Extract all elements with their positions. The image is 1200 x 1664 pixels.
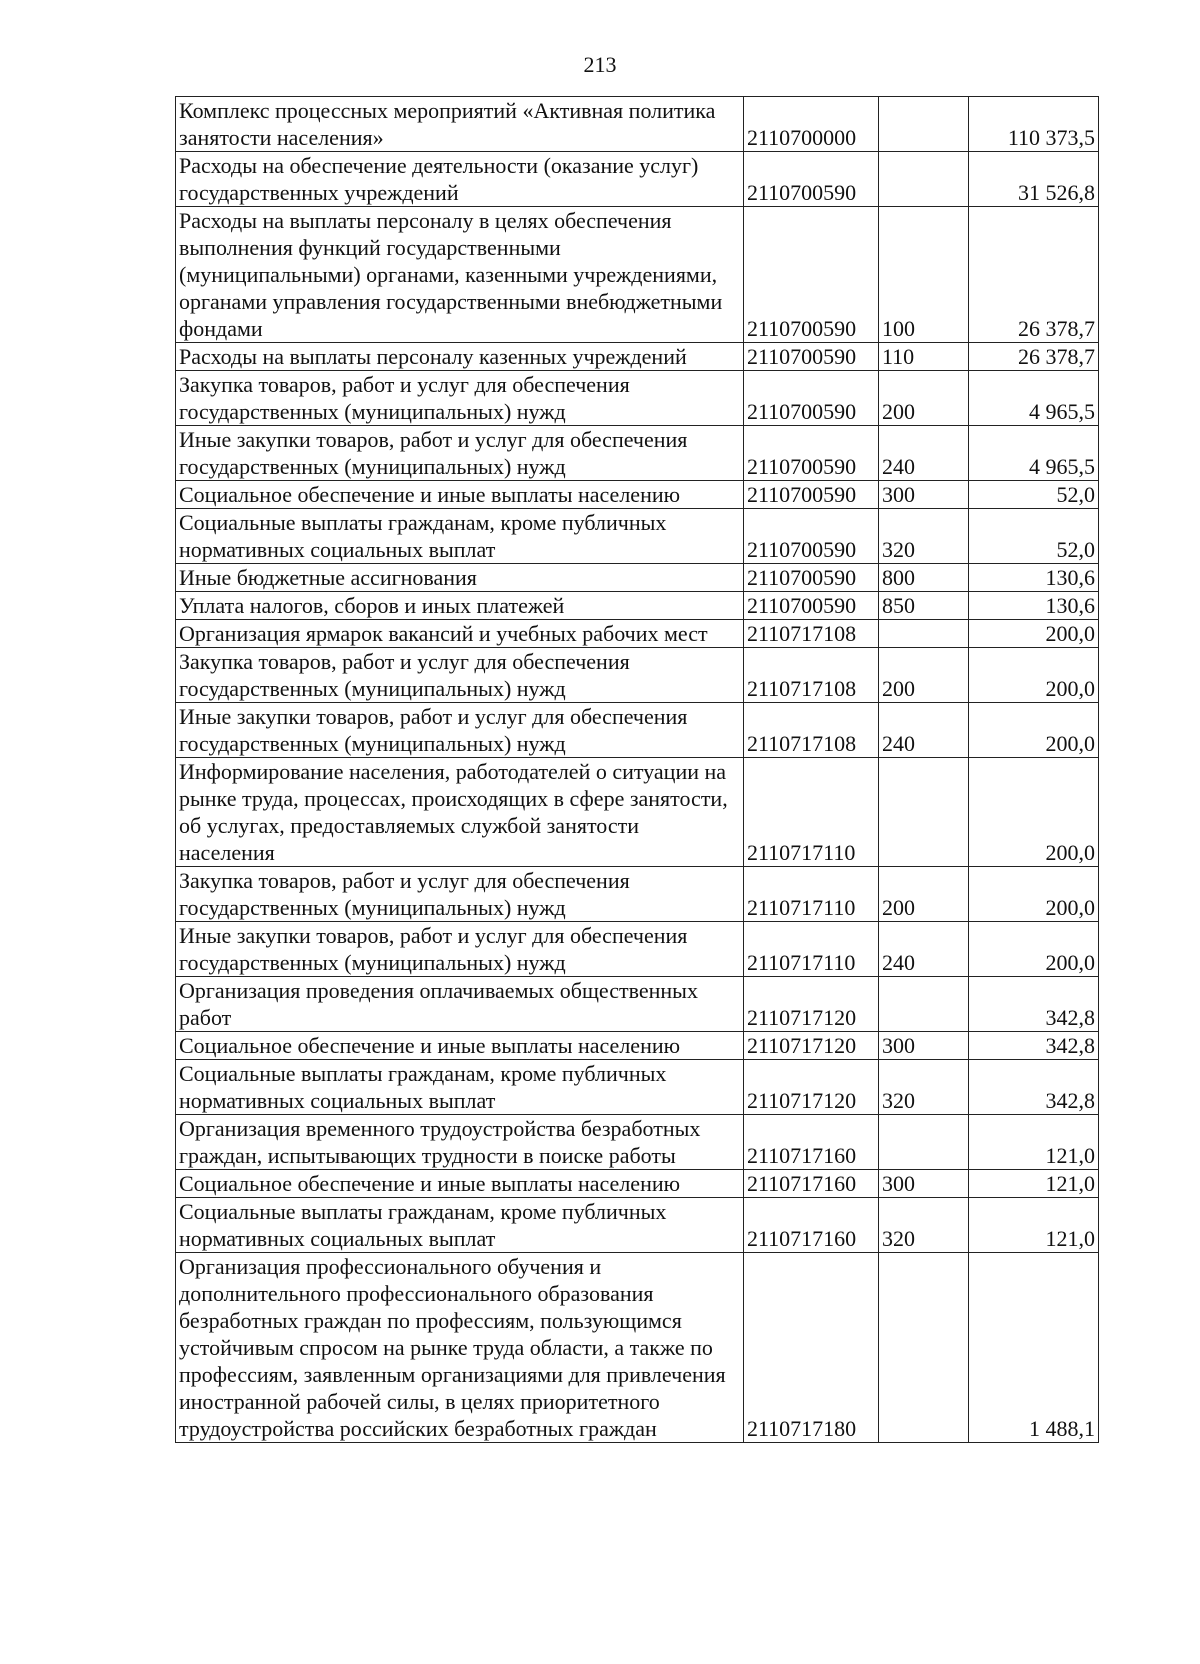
row-code: 2110717110: [744, 922, 879, 977]
row-expense-type: 100: [879, 207, 969, 343]
row-expense-type: 240: [879, 922, 969, 977]
row-sum: 121,0: [969, 1115, 1099, 1170]
row-name: Расходы на выплаты персоналу в целях обеспечения выполнения функций государственными (муниципальными) органами, казенными учреждениями, органами управления государственными внебюджетными фондами: [176, 207, 744, 343]
row-name: Иные закупки товаров, работ и услуг для обеспечения государственных (муниципальных) нужд: [176, 426, 744, 481]
row-expense-type: 200: [879, 371, 969, 426]
table-row: [176, 1198, 1099, 1253]
row-code: 2110700590: [744, 426, 879, 481]
row-sum: 200,0: [969, 703, 1099, 758]
row-sum: 121,0: [969, 1198, 1099, 1253]
row-expense-type: [879, 620, 969, 648]
page-number: 213: [583, 52, 617, 77]
row-code: 2110717108: [744, 648, 879, 703]
table-row: [176, 922, 1099, 977]
table-row: [176, 371, 1099, 426]
row-sum: 200,0: [969, 867, 1099, 922]
row-sum: 31 526,8: [969, 152, 1099, 207]
table-row: [176, 152, 1099, 207]
row-code: 2110717120: [744, 1032, 879, 1060]
table-row: [176, 703, 1099, 758]
row-name: Социальное обеспечение и иные выплаты населению: [176, 1032, 744, 1060]
row-name: Комплекс процессных мероприятий «Активная политика занятости населения»: [176, 97, 744, 152]
row-sum: 200,0: [969, 620, 1099, 648]
table-row: [176, 564, 1099, 592]
row-code: 2110717108: [744, 620, 879, 648]
row-name: Социальные выплаты гражданам, кроме публичных нормативных социальных выплат: [176, 1198, 744, 1253]
row-name: Социальные выплаты гражданам, кроме публичных нормативных социальных выплат: [176, 1060, 744, 1115]
row-code: 2110717160: [744, 1170, 879, 1198]
row-expense-type: 200: [879, 648, 969, 703]
row-sum: 52,0: [969, 509, 1099, 564]
row-code: 2110700590: [744, 343, 879, 371]
table-row: [176, 97, 1099, 152]
table-row: [176, 509, 1099, 564]
row-code: 2110717108: [744, 703, 879, 758]
table-row: [176, 343, 1099, 371]
table-row: [176, 592, 1099, 620]
row-expense-type: [879, 152, 969, 207]
budget-table-body: [176, 97, 1099, 1443]
row-code: 2110717160: [744, 1115, 879, 1170]
table-row: [176, 1253, 1099, 1443]
row-name: Закупка товаров, работ и услуг для обеспечения государственных (муниципальных) нужд: [176, 648, 744, 703]
row-name: Расходы на обеспечение деятельности (оказание услуг) государственных учреждений: [176, 152, 744, 207]
budget-table: [175, 96, 1099, 1443]
row-expense-type: [879, 977, 969, 1032]
row-code: 2110717110: [744, 758, 879, 867]
row-expense-type: [879, 1115, 969, 1170]
row-code: 2110700590: [744, 564, 879, 592]
row-sum: 26 378,7: [969, 343, 1099, 371]
row-sum: 4 965,5: [969, 426, 1099, 481]
row-code: 2110717110: [744, 867, 879, 922]
row-expense-type: 300: [879, 1170, 969, 1198]
table-row: [176, 1032, 1099, 1060]
row-sum: 52,0: [969, 481, 1099, 509]
table-row: [176, 977, 1099, 1032]
row-name: Социальное обеспечение и иные выплаты населению: [176, 481, 744, 509]
row-name: Расходы на выплаты персоналу казенных учреждений: [176, 343, 744, 371]
row-sum: 110 373,5: [969, 97, 1099, 152]
row-name: Иные закупки товаров, работ и услуг для обеспечения государственных (муниципальных) нужд: [176, 703, 744, 758]
row-code: 2110717160: [744, 1198, 879, 1253]
row-name: Организация временного трудоустройства безработных граждан, испытывающих трудности в поиске работы: [176, 1115, 744, 1170]
row-code: 2110717120: [744, 977, 879, 1032]
row-sum: 200,0: [969, 922, 1099, 977]
row-code: 2110700590: [744, 207, 879, 343]
row-name: Закупка товаров, работ и услуг для обеспечения государственных (муниципальных) нужд: [176, 867, 744, 922]
table-row: [176, 758, 1099, 867]
row-name: Закупка товаров, работ и услуг для обеспечения государственных (муниципальных) нужд: [176, 371, 744, 426]
row-code: 2110700590: [744, 592, 879, 620]
row-sum: 4 965,5: [969, 371, 1099, 426]
row-code: 2110700590: [744, 509, 879, 564]
row-sum: 26 378,7: [969, 207, 1099, 343]
row-code: 2110700590: [744, 152, 879, 207]
table-row: [176, 207, 1099, 343]
row-code: 2110700590: [744, 371, 879, 426]
row-expense-type: [879, 1253, 969, 1443]
row-expense-type: 110: [879, 343, 969, 371]
table-row: [176, 1170, 1099, 1198]
row-expense-type: 320: [879, 1198, 969, 1253]
row-sum: 121,0: [969, 1170, 1099, 1198]
row-expense-type: [879, 758, 969, 867]
row-sum: 200,0: [969, 648, 1099, 703]
row-expense-type: 200: [879, 867, 969, 922]
row-expense-type: 240: [879, 426, 969, 481]
row-name: Социальное обеспечение и иные выплаты населению: [176, 1170, 744, 1198]
table-row: [176, 1060, 1099, 1115]
row-sum: 1 488,1: [969, 1253, 1099, 1443]
row-expense-type: 800: [879, 564, 969, 592]
row-name: Информирование населения, работодателей о ситуации на рынке труда, процессах, происходящих в сфере занятости, об услугах, предоставляемых службой занятости населения: [176, 758, 744, 867]
row-sum: 130,6: [969, 564, 1099, 592]
table-row: [176, 481, 1099, 509]
table-row: [176, 648, 1099, 703]
row-sum: 342,8: [969, 1060, 1099, 1115]
row-expense-type: 300: [879, 481, 969, 509]
table-row: [176, 1115, 1099, 1170]
row-code: 2110717180: [744, 1253, 879, 1443]
row-expense-type: 850: [879, 592, 969, 620]
table-row: [176, 426, 1099, 481]
row-sum: 342,8: [969, 977, 1099, 1032]
row-sum: 200,0: [969, 758, 1099, 867]
row-expense-type: 320: [879, 509, 969, 564]
row-expense-type: [879, 97, 969, 152]
table-row: [176, 620, 1099, 648]
row-sum: 342,8: [969, 1032, 1099, 1060]
row-expense-type: 300: [879, 1032, 969, 1060]
row-name: Социальные выплаты гражданам, кроме публичных нормативных социальных выплат: [176, 509, 744, 564]
row-name: Иные закупки товаров, работ и услуг для обеспечения государственных (муниципальных) нужд: [176, 922, 744, 977]
row-name: Организация проведения оплачиваемых общественных работ: [176, 977, 744, 1032]
row-sum: 130,6: [969, 592, 1099, 620]
row-name: Организация профессионального обучения и дополнительного профессионального образования безработных граждан по профессиям, пользующимся устойчивым спросом на рынке труда области, а также по профессиям, заявленным организациями для привлечения иностранной рабочей силы, в целях приоритетного трудоустройства российских безработных граждан: [176, 1253, 744, 1443]
row-name: Уплата налогов, сборов и иных платежей: [176, 592, 744, 620]
row-expense-type: 320: [879, 1060, 969, 1115]
row-name: Организация ярмарок вакансий и учебных рабочих мест: [176, 620, 744, 648]
row-code: 2110700000: [744, 97, 879, 152]
row-code: 2110717120: [744, 1060, 879, 1115]
row-expense-type: 240: [879, 703, 969, 758]
table-row: [176, 867, 1099, 922]
row-name: Иные бюджетные ассигнования: [176, 564, 744, 592]
row-code: 2110700590: [744, 481, 879, 509]
